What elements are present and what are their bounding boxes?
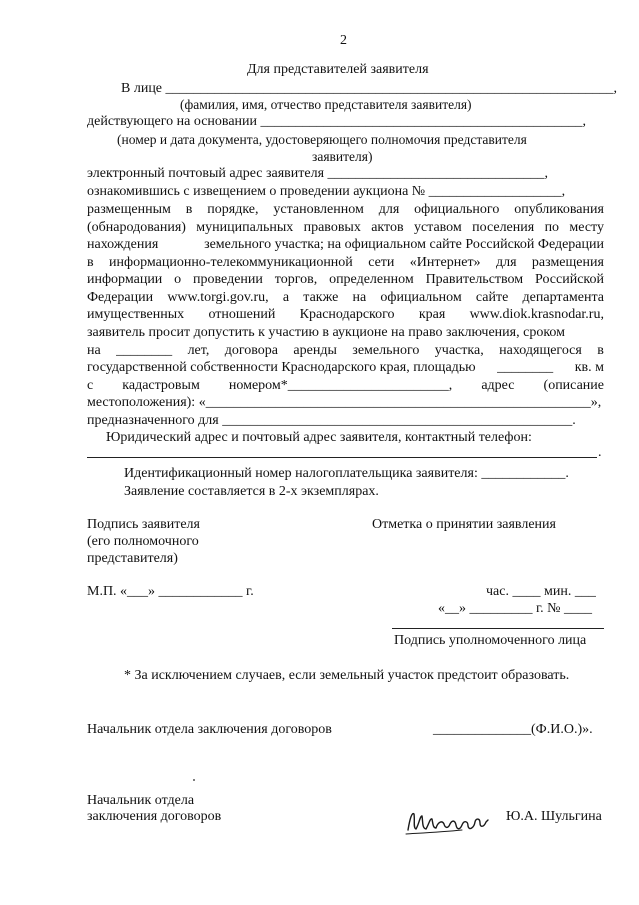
official-signature-label: Подпись уполномоченного лица: [394, 633, 587, 648]
in-person-line: В лице ________________________________________________________________,: [121, 81, 618, 96]
email-line: электронный почтовый адрес заявителя _______________________________,: [87, 166, 549, 181]
applicant-signature-label-2: (его полномочного: [87, 534, 199, 549]
applicant-signature-label-3: представителя): [87, 551, 178, 566]
handwritten-signature: [402, 800, 498, 840]
stray-dot: [193, 779, 195, 781]
applicant-signature-label: Подпись заявителя: [87, 517, 200, 532]
legal-address-label: Юридический адрес и почтовый адрес заявителя, контактный телефон:: [106, 430, 532, 445]
signer-title-1: Начальник отдела: [87, 793, 195, 808]
doc-hint-1: (номер и дата документа, удостоверяющего полномочия представителя: [117, 132, 527, 147]
acceptance-mark-label: Отметка о принятии заявления: [372, 517, 556, 532]
time-line: час. ____ мин. ___: [486, 584, 596, 599]
official-signature-underline: [392, 628, 604, 629]
inn-line: Идентификационный номер налогоплательщика заявителя: ____________.: [124, 466, 569, 481]
para-line-8: заявитель просит допустить к участию в аукционе на право заключения, сроком: [87, 325, 566, 340]
signer-title-2: заключения договоров: [87, 809, 222, 824]
legal-address-end: .: [598, 445, 602, 460]
chief-line-label: Начальник отдела заключения договоров: [87, 722, 332, 737]
date-number-line: «__» _________ г. № ____: [438, 601, 593, 616]
para-line-4: в информационно-телекоммуникационной сети «Интернет» для размещения: [87, 255, 604, 270]
para-line-2: (обнародования) муниципальных правовых актов уставом поселения по месту: [87, 220, 604, 235]
stamp-date-line: М.П. «___» ____________ г.: [87, 584, 254, 599]
para-line-5: информации о проведении торгов, определенном Правительством Российской: [87, 272, 604, 287]
doc-hint-2: заявителя): [312, 149, 373, 164]
para-line-10: государственной собственности Краснодарского края, площадью ________ кв. м: [87, 360, 604, 375]
para-line-12: местоположения): «_______________________________________________________»,: [87, 395, 602, 410]
fio-hint: (фамилия, имя, отчество представителя заявителя): [180, 97, 472, 112]
section-heading: Для представителей заявителя: [247, 62, 429, 77]
para-line-3: нахождения земельного участка; на официальном сайте Российской Федерации: [87, 237, 604, 252]
notice-line: ознакомившись с извещением о проведении аукциона № ___________________,: [87, 184, 566, 199]
para-line-13: предназначенного для __________________________________________________.: [87, 413, 576, 428]
para-line-9: на ________ лет, договора аренды земельного участка, находящегося в: [87, 343, 604, 358]
chief-line-fio: ______________(Ф.И.О.)».: [433, 722, 593, 737]
para-line-6: Федерации www.torgi.gov.ru, а также на официальном сайте департамента: [87, 290, 604, 305]
basis-line: действующего на основании ______________________________________________,: [87, 114, 587, 129]
page-number: 2: [340, 33, 347, 48]
footnote: * За исключением случаев, если земельный участок предстоит образовать.: [124, 668, 570, 683]
copies-line: Заявление составляется в 2-х экземплярах.: [124, 484, 379, 499]
legal-address-underline: [87, 457, 597, 458]
para-line-7: имущественных отношений Краснодарского края www.diok.krasnodar.ru,: [87, 307, 604, 322]
signer-name: Ю.А. Шульгина: [506, 809, 602, 824]
para-line-11: с кадастровым номером*_______________________, адрес (описание: [87, 378, 604, 393]
para-line-1: размещенным в порядке, установленном для официального опубликования: [87, 202, 604, 217]
